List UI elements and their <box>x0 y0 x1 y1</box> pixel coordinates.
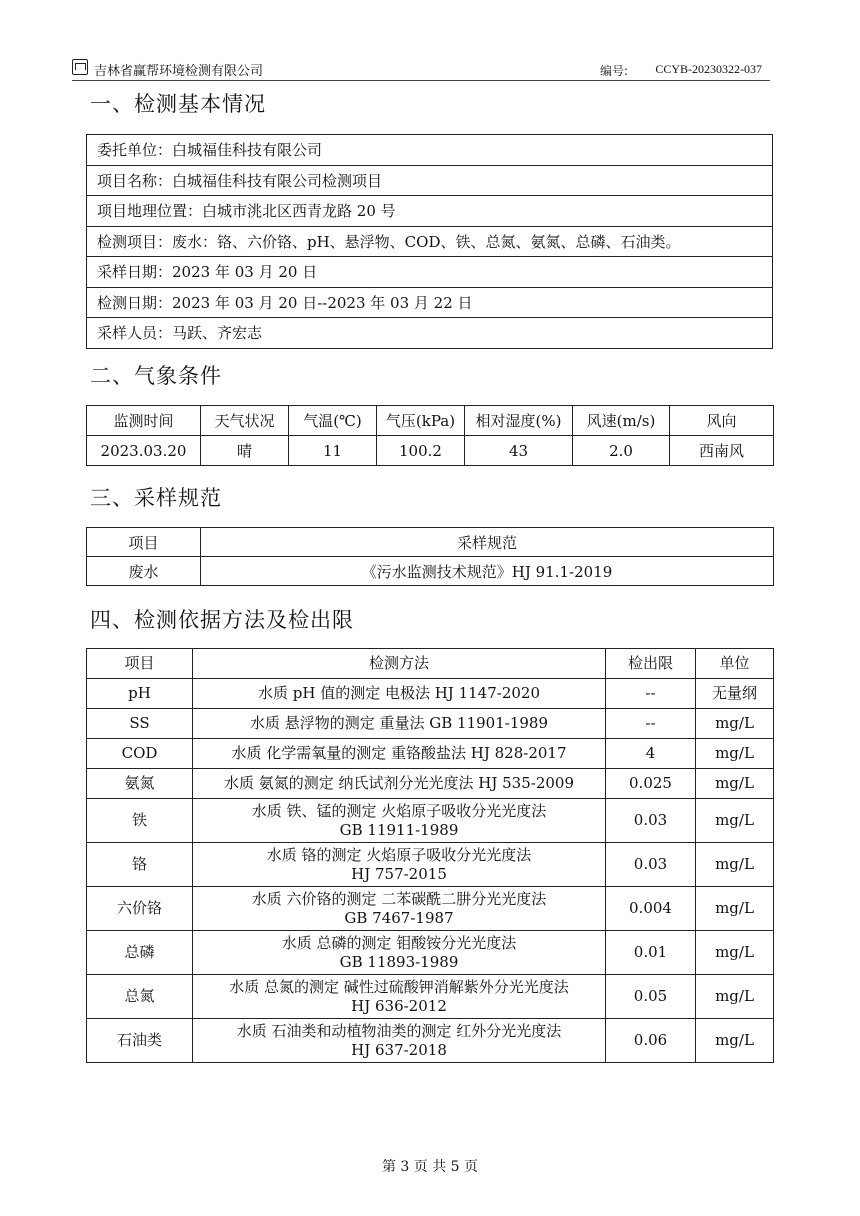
table-row <box>87 557 774 586</box>
method-line: 水质 六价铬的测定 二苯碳酰二肼分光光度法 <box>251 889 547 908</box>
item-cell: SS <box>87 709 193 739</box>
table-row <box>87 799 774 843</box>
header-cell: 项目 <box>87 649 193 679</box>
method-line: 水质 氨氮的测定 纳氏试剂分光光度法 HJ 535-2009 <box>223 774 575 792</box>
table-header-row <box>87 649 774 679</box>
item-cell: COD <box>87 739 193 769</box>
limit-cell: 4 <box>606 739 696 769</box>
table-cell: 11 <box>289 436 377 466</box>
table-row <box>87 843 774 887</box>
method-standard: GB 11911-1989 <box>339 820 459 839</box>
test-items: 检测项目：废水：铬、六价铬、pH、悬浮物、COD、铁、总氮、氨氮、总磷、石油类。 <box>87 226 773 257</box>
item-cell: 六价铬 <box>87 887 193 931</box>
table-row <box>87 318 773 349</box>
limit-cell: 0.004 <box>606 887 696 931</box>
item-cell: 总氮 <box>87 975 193 1019</box>
header-cell: 检出限 <box>606 649 696 679</box>
unit-cell: mg/L <box>696 709 774 739</box>
limit-cell: -- <box>606 709 696 739</box>
section2-title: 二、气象条件 <box>90 364 222 388</box>
method-standard: HJ 757-2015 <box>351 864 447 883</box>
limit-cell: 0.03 <box>606 843 696 887</box>
method-cell <box>193 739 606 769</box>
table-row <box>87 1019 774 1063</box>
method-cell <box>193 887 606 931</box>
table-cell: 43 <box>465 436 573 466</box>
method-cell <box>193 931 606 975</box>
item-cell: 铬 <box>87 843 193 887</box>
unit-cell: mg/L <box>696 1019 774 1063</box>
section3-title: 三、采样规范 <box>90 486 222 510</box>
method-cell <box>193 975 606 1019</box>
header-cell: 天气状况 <box>201 406 289 436</box>
header-cell: 风速(m/s) <box>573 406 670 436</box>
project-location: 项目地理位置：白城市洮北区西青龙路 20 号 <box>87 196 773 227</box>
header-cell: 相对湿度(%) <box>465 406 573 436</box>
limit-cell: 0.06 <box>606 1019 696 1063</box>
item-cell: 总磷 <box>87 931 193 975</box>
method-line: 水质 pH 值的测定 电极法 HJ 1147-2020 <box>257 684 541 702</box>
project-name: 项目名称：白城福佳科技有限公司检测项目 <box>87 165 773 196</box>
limit-cell: 0.025 <box>606 769 696 799</box>
table-row <box>87 436 774 466</box>
table-row <box>87 165 773 196</box>
organization-name: 吉林省赢帮环境检测有限公司 <box>94 64 264 79</box>
table-row <box>87 287 773 318</box>
header-cell: 单位 <box>696 649 774 679</box>
company-logo-icon <box>72 59 88 75</box>
limit-cell: 0.01 <box>606 931 696 975</box>
item-cell: 氨氮 <box>87 769 193 799</box>
method-cell <box>193 709 606 739</box>
limit-cell: 0.05 <box>606 975 696 1019</box>
limit-cell: 0.03 <box>606 799 696 843</box>
unit-cell: mg/L <box>696 739 774 769</box>
method-line: 水质 化学需氧量的测定 重铬酸盐法 HJ 828-2017 <box>231 744 567 762</box>
page-header <box>72 58 770 81</box>
method-line: 水质 石油类和动植物油类的测定 红外分光光度法 <box>236 1021 562 1040</box>
client-unit: 委托单位：白城福佳科技有限公司 <box>87 135 773 166</box>
method-standard: GB 11893-1989 <box>339 952 459 971</box>
unit-cell: mg/L <box>696 799 774 843</box>
item-cell: 铁 <box>87 799 193 843</box>
weather-table <box>86 405 774 466</box>
unit-cell: mg/L <box>696 843 774 887</box>
sampling-spec-table <box>86 527 774 586</box>
table-cell: 晴 <box>201 436 289 466</box>
method-line: 水质 铬的测定 火焰原子吸收分光光度法 <box>266 845 532 864</box>
page-number: 第 3 页 共 5 页 <box>381 1159 479 1175</box>
header-cell: 气压(kPa) <box>377 406 465 436</box>
method-cell <box>193 1019 606 1063</box>
table-cell: 西南风 <box>670 436 774 466</box>
method-line: 水质 铁、锰的测定 火焰原子吸收分光光度法 <box>251 801 547 820</box>
unit-cell: mg/L <box>696 887 774 931</box>
table-row <box>87 975 774 1019</box>
sampling-staff: 采样人员：马跃、齐宏志 <box>87 318 773 349</box>
method-table <box>86 648 774 1063</box>
table-row <box>87 931 774 975</box>
table-row <box>87 257 773 288</box>
unit-cell: mg/L <box>696 769 774 799</box>
table-cell: 2023.03.20 <box>87 436 201 466</box>
table-cell: 100.2 <box>377 436 465 466</box>
method-line: 水质 总磷的测定 钼酸铵分光光度法 <box>281 933 517 952</box>
header-cell: 风向 <box>670 406 774 436</box>
unit-cell: mg/L <box>696 975 774 1019</box>
table-row <box>87 739 774 769</box>
method-standard: HJ 636-2012 <box>351 996 447 1015</box>
table-row <box>87 226 773 257</box>
method-cell <box>193 679 606 709</box>
method-cell <box>193 843 606 887</box>
method-standard: HJ 637-2018 <box>351 1040 447 1059</box>
limit-cell: -- <box>606 679 696 709</box>
table-row <box>87 196 773 227</box>
header-cell: 气温(℃) <box>289 406 377 436</box>
unit-cell: mg/L <box>696 931 774 975</box>
table-row <box>87 887 774 931</box>
table-row <box>87 135 773 166</box>
header-cell: 项目 <box>87 528 201 557</box>
table-row <box>87 679 774 709</box>
method-cell <box>193 799 606 843</box>
test-date: 检测日期：2023 年 03 月 20 日--2023 年 03 月 22 日 <box>87 287 773 318</box>
table-cell: 2.0 <box>573 436 670 466</box>
item-cell: pH <box>87 679 193 709</box>
table-row <box>87 709 774 739</box>
section1-title: 一、检测基本情况 <box>90 92 266 116</box>
report-code: CCYB-20230322-037 <box>655 62 762 76</box>
section4-title: 四、检测依据方法及检出限 <box>90 608 354 632</box>
table-header-row <box>87 528 774 557</box>
sampling-date: 采样日期：2023 年 03 月 20 日 <box>87 257 773 288</box>
method-line: 水质 总氮的测定 碱性过硫酸钾消解紫外分光光度法 <box>229 977 569 996</box>
table-row <box>87 769 774 799</box>
table-cell: 《污水监测技术规范》HJ 91.1-2019 <box>201 557 774 586</box>
header-cell: 采样规范 <box>201 528 774 557</box>
header-cell: 监测时间 <box>87 406 201 436</box>
report-code-label: 编号: <box>600 64 629 78</box>
header-cell: 检测方法 <box>193 649 606 679</box>
table-cell: 废水 <box>87 557 201 586</box>
unit-cell: 无量纲 <box>696 679 774 709</box>
method-cell <box>193 769 606 799</box>
basic-info-table <box>86 134 773 349</box>
method-line: 水质 悬浮物的测定 重量法 GB 11901-1989 <box>249 714 549 732</box>
item-cell: 石油类 <box>87 1019 193 1063</box>
method-standard: GB 7467-1987 <box>344 908 454 927</box>
table-header-row <box>87 406 774 436</box>
